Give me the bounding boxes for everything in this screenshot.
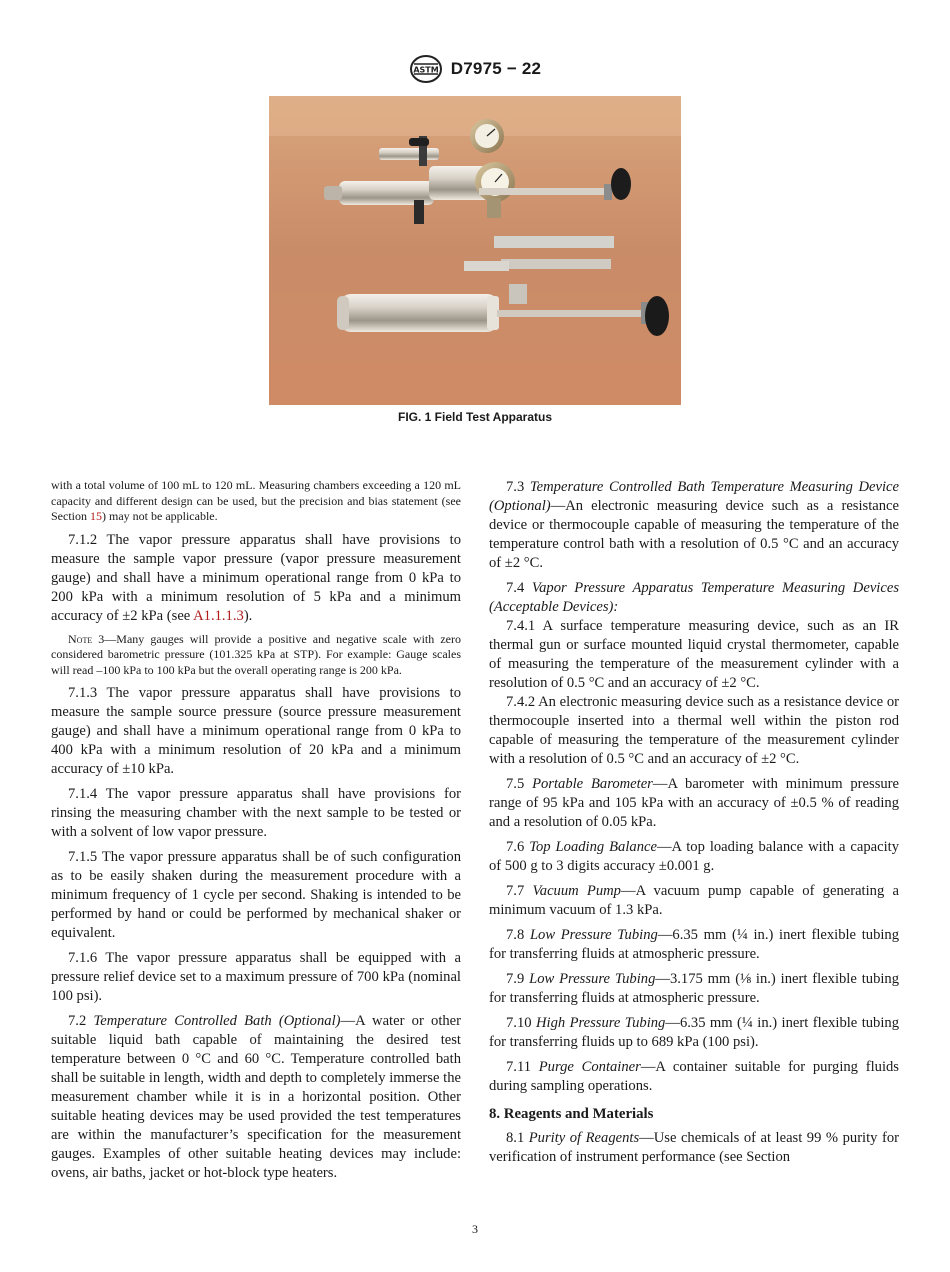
page-number: 3 (472, 1222, 478, 1236)
paragraph-7-10: 7.10 High Pressure Tubing—6.35 mm (¼ in.) inert flexible tubing for transferring fluids up to 689 kPa (100 psi). (489, 1015, 899, 1050)
left-column (51, 478, 461, 1189)
figure-caption: FIG. 1 Field Test Apparatus (397, 410, 553, 424)
svg-text:ASTM: ASTM (413, 65, 439, 75)
paragraph-7-1-3: 7.1.3 The vapor pressure apparatus shall have provisions to measure the sample source pressure (source pressure measurement gauge) and shall have a minimum operational range from 0 kPa to 400 kPa with a minimum resolution of 20 kPa and a minimum accuracy of ±10 kPa. (51, 685, 461, 777)
paragraph-7-1-4: 7.1.4 The vapor pressure apparatus shall have provisions for rinsing the measuring chamber with the next sample to be tested or with a solvent of low vapor pressure. (51, 786, 461, 840)
paragraph-7-7: 7.7 Vacuum Pump—A vacuum pump capable of generating a minimum vacuum of 1.3 kPa. (489, 883, 899, 918)
paragraph-7-1-2: 7.1.2 The vapor pressure apparatus shall have provisions to measure the sample vapor pressure (vapor pressure measurement gauge) and shall have a minimum operational range from 0 kPa to 200 kPa with a minimum resolution of 5 kPa and a minimum accuracy of ±2 kPa (see A1.1.1.3). (51, 531, 461, 624)
right-column (489, 478, 899, 1173)
note-3: Note 3—Many gauges will provide a positive and negative scale with zero considered barometric pressure (101.325 kPa at STP). For example: Gauge scales will read –100 kPa to 100 kPa but the overall operating range is 200 kPa. (51, 631, 461, 677)
astm-logo-icon (409, 54, 443, 84)
paragraph-continuation: with a total volume of 100 mL to 120 mL. Measuring chambers exceeding a 120 mL capacity and different design can be used, but the precision and bias statement (see Section 15) may not be applicable. (51, 478, 461, 523)
paragraph-7-6: 7.6 Top Loading Balance—A top loading balance with a capacity of 500 g to 3 digits accuracy ±0.001 g. (489, 839, 900, 874)
section-link[interactable]: 15 (90, 509, 102, 523)
standard-designation: D7975 − 22 (450, 59, 542, 78)
annex-link[interactable]: A1.1.1.3 (193, 607, 244, 624)
paragraph-7-2: 7.2 Temperature Controlled Bath (Optional)—A water or other suitable liquid bath capable of maintaining the desired test temperature between 0 °C and 60 °C. Temperature controlled bath shall be suitable in length, width and depth to completely immerse the measurement chamber while it is in a horizontal position. Other suitable heating devices may be used provided the test temperatures are within the manufacturer’s specification for the measurement gauges. Examples of other suitable heating devices may include: ovens, air baths, jacket or hot-block type heaters. (51, 1013, 462, 1181)
paragraph-7-4-1: 7.4.1 A surface temperature measuring device, such as an IR thermal gun or surface mounted liquid crystal thermometer, capable of measuring the temperature of the measurement cylinder with a resolution of 0.5 °C and an accuracy of ±2 °C. (489, 618, 899, 691)
section-heading-8: 8. Reagents and Materials (489, 1106, 654, 1122)
paragraph-7-8: 7.8 Low Pressure Tubing—6.35 mm (¼ in.) inert flexible tubing for transferring fluids at atmospheric pressure. (489, 927, 900, 962)
paragraph-7-5: 7.5 Portable Barometer—A barometer with minimum pressure range of 95 kPa and 105 kPa with an accuracy of ±0.5 % of reading and a resolution of 0.05 kPa. (489, 776, 900, 830)
paragraph-7-1-5: 7.1.5 The vapor pressure apparatus shall be of such configuration as to be easily shaken during the measurement procedure with a minimum frequency of 1 cycle per second. Shaking is intended to be performed by hand or could be performed by mechanical shaker or equivalent. (51, 849, 461, 941)
paragraph-7-11: 7.11 Purge Container—A container suitable for purging fluids during sampling operations. (489, 1059, 899, 1094)
paragraph-7-9: 7.9 Low Pressure Tubing—3.175 mm (⅛ in.) inert flexible tubing for transferring fluids at atmospheric pressure. (489, 971, 900, 1006)
paragraph-8-1: 8.1 Purity of Reagents—Use chemicals of at least 99 % purity for verification of instrument performance (see Section (489, 1130, 900, 1165)
paragraph-7-4-2: 7.4.2 An electronic measuring device such as a resistance device or thermocouple inserted into a thermal well within the piston rod capable of measuring the temperature of the measurement cylinder with a resolution of 0.5 °C and an accuracy of ±2 °C. (489, 694, 899, 767)
document-header (0, 54, 950, 89)
paragraph-7-4: 7.4 Vapor Pressure Apparatus Temperature Measuring Devices (Acceptable Devices): (489, 580, 899, 615)
field-test-apparatus-photo (269, 96, 681, 405)
paragraph-7-1-6: 7.1.6 The vapor pressure apparatus shall be equipped with a pressure relief device set to a maximum pressure of 700 kPa (nominal 100 psi). (51, 950, 461, 1004)
paragraph-7-3: 7.3 Temperature Controlled Bath Temperature Measuring Device (Optional)—An electronic measuring device such as a resistance device or thermocouple capable of measuring the temperature of the temperature control bath with a resolution of 0.5 °C and an accuracy of ±2 °C. (489, 479, 900, 571)
